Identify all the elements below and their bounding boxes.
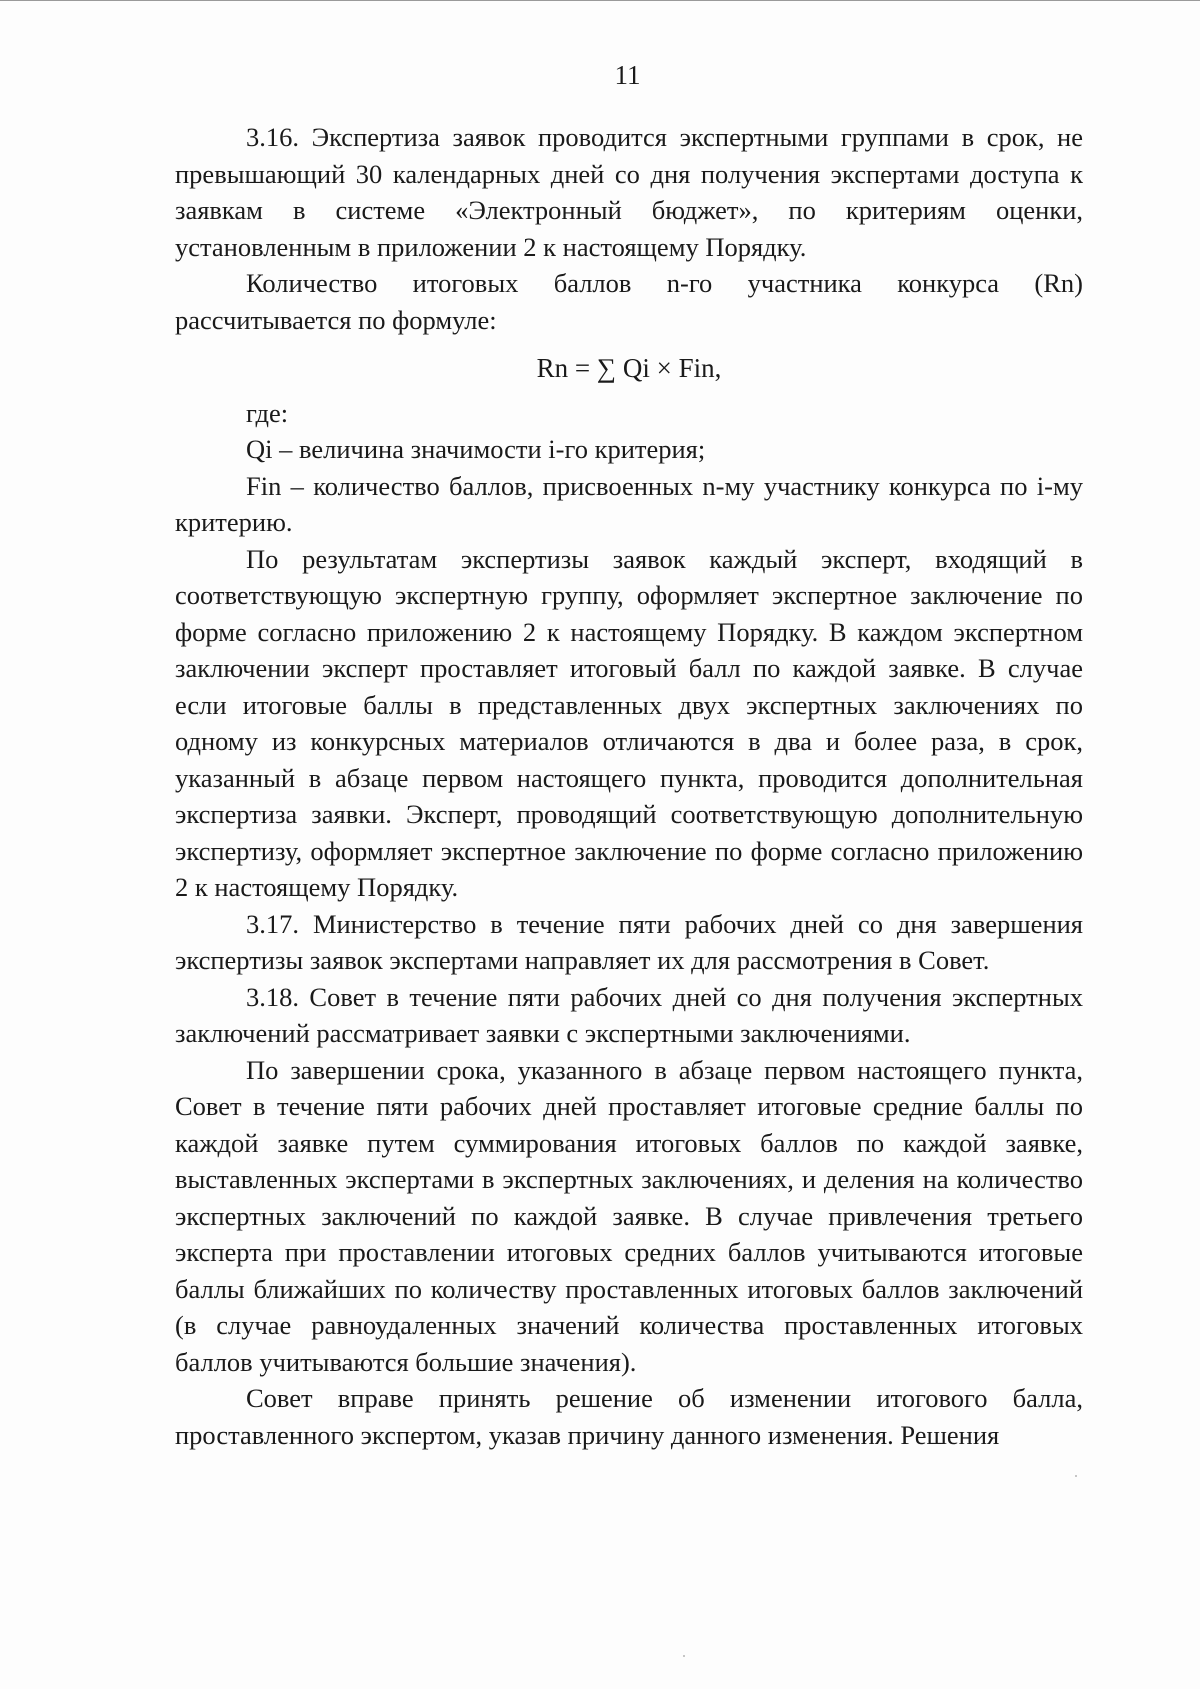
paragraph-average-scores: По завершении срока, указанного в абзаце первом настоящего пункта, Совет в течение пяти рабочих дней проставляет итоговые средние баллы по каждой заявке путем суммирования итоговых баллов по каждой заявке, выставленных экспертами в экспертных заключениях, и деления на количество экспертных заключений по каждой заявке. В случае привлечения третьего эксперта при проставлении итоговых средних баллов учитываются итоговые баллы ближайших по количеству проставленных итоговых баллов заключений (в случае равноудаленных значений количества проставленных итоговых баллов учитываются большие значения). — [175, 1054, 1083, 1377]
document-body — [175, 119, 1083, 1453]
scan-speck — [1075, 1475, 1077, 1477]
page-number: 11 — [614, 60, 641, 90]
paragraph-score-intro: Количество итоговых баллов n-го участника конкурса (Rn) рассчитывается по формуле: — [175, 268, 1083, 335]
formula-fin-definition: Fin – количество баллов, присвоенных n-му участнику конкурса по i-му критерию. — [175, 470, 1083, 537]
paragraph-3-18: 3.18. Совет в течение пяти рабочих дней со дня получения экспертных заключений рассматривает заявки с экспертными заключениями. — [175, 981, 1083, 1048]
paragraph-3-17: 3.17. Министерство в течение пяти рабочих дней со дня завершения экспертизы заявок экспертами направляет их для рассмотрения в Совет. — [175, 908, 1083, 975]
formula-where-label: где: — [246, 397, 289, 428]
formula-qi-definition: Qi – величина значимости i-го критерия; — [246, 434, 706, 464]
scan-speck — [683, 1655, 685, 1657]
paragraph-expert-conclusion: По результатам экспертизы заявок каждый эксперт, входящий в соответствующую экспертную группу, оформляет экспертное заключение по форме согласно приложению 2 к настоящему Порядку. В каждом экспертном заключении эксперт проставляет итоговый балл по каждой заявке. В случае если итоговые баллы в представленных двух экспертных заключениях по одному из конкурсных материалов отличаются в два и более раза, в срок, указанный в абзаце первом настоящего пункта, проводится дополнительная экспертиза заявки. Эксперт, проводящий соответствующую дополнительную экспертизу, оформляет экспертное заключение по форме согласно приложению 2 к настоящему Порядку. — [175, 543, 1083, 902]
score-formula: Rn = ∑ Qi × Fin, — [536, 353, 722, 383]
paragraph-3-16: 3.16. Экспертиза заявок проводится экспертными группами в срок, не превышающий 30 календарных дней со дня получения экспертами доступа к заявкам в системе «Электронный бюджет», по критериям оценки, установленным в приложении 2 к настоящему Порядку. — [175, 122, 1083, 262]
paragraph-council-right: Совет вправе принять решение об изменении итогового балла, проставленного экспертом, указав причину данного изменения. Решения — [175, 1383, 1083, 1450]
scan-edge-line — [0, 0, 1200, 1]
